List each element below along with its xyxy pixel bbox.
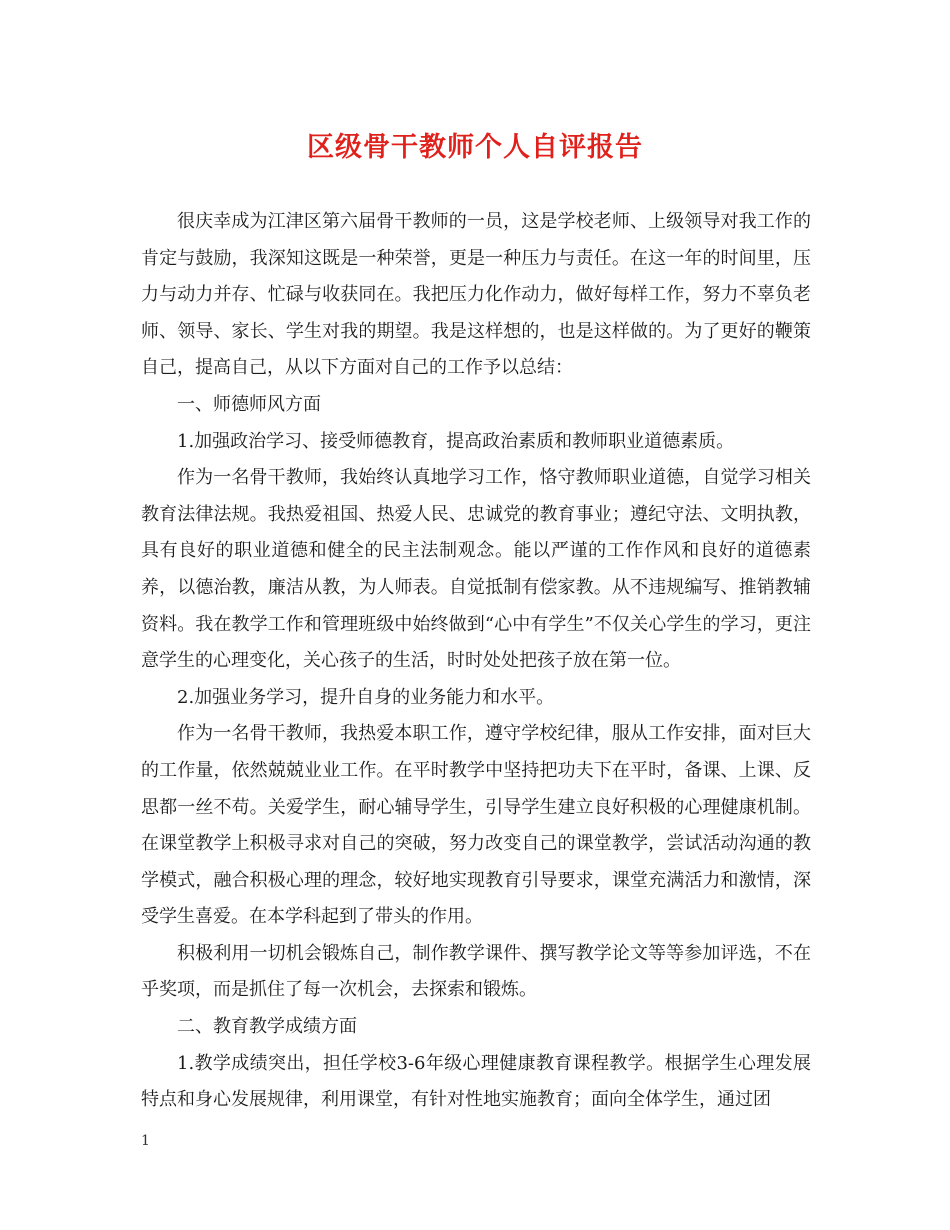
section-heading-ethics: 一、师德师风方面 xyxy=(177,393,321,415)
document-body xyxy=(141,204,811,1119)
paragraph-ethics: 作为一名骨干教师，我始终认真地学习工作，恪守教师职业道德，自觉学习相关教育法律法规。我热爱祖国、热爱人民、忠诚党的教育事业；遵纪守法、文明执教，具有良好的职业道德和健全的民主法制观念。能以严谨的工作作风和良好的道德素养，以德治教，廉洁从教，为人师表。自觉抵制有偿家教。从不违规编写、推销教辅资料。我在教学工作和管理班级中始终做到“心中有学生”不仅关心学生的学习，更注意学生的心理变化，关心孩子的生活，时时处处把孩子放在第一位。 xyxy=(141,467,811,672)
section-heading-achievements: 二、教育教学成绩方面 xyxy=(177,1016,357,1038)
paragraph-intro: 很庆幸成为江津区第六届骨干教师的一员，这是学校老师、上级领导对我工作的肯定与鼓励，我深知这既是一种荣誉，更是一种压力与责任。在这一年的时间里，压力与动力并存、忙碌与收获同在。我把压力化作动力，做好每样工作，努力不辜负老师、领导、家长、学生对我的期望。我是这样想的，也是这样做的。为了更好的鞭策自己，提高自己，从以下方面对自己的工作予以总结： xyxy=(141,211,811,379)
subheading-professional-study: 2.加强业务学习，提升自身的业务能力和水平。 xyxy=(177,686,555,708)
paragraph-achievements: 1.教学成绩突出，担任学校3-6年级心理健康教育课程教学。根据学生心理发展特点和身心发展规律，利用课堂，有针对性地实施教育；面向全体学生，通过团 xyxy=(141,1052,811,1111)
paragraph-self-improvement: 积极利用一切机会锻炼自己，制作教学课件、撰写教学论文等等参加评选，不在乎奖项，而是抓住了每一次机会，去探索和锻炼。 xyxy=(141,942,811,1001)
subheading-political-study: 1.加强政治学习、接受师德教育，提高政治素质和教师职业道德素质。 xyxy=(177,430,735,452)
page-number: 1 xyxy=(141,1133,150,1149)
document-title: 区级骨干教师个人自评报告 xyxy=(307,132,643,163)
paragraph-professional: 作为一名骨干教师，我热爱本职工作，遵守学校纪律，服从工作安排，面对巨大的工作量，依然兢兢业业工作。在平时教学中坚持把功夫下在平时，备课、上课、反思都一丝不苟。关爱学生，耐心辅导学生，引导学生建立良好积极的心理健康机制。在课堂教学上积极寻求对自己的突破，努力改变自己的课堂教学，尝试活动沟通的教学模式，融合积极心理的理念，较好地实现教育引导要求，课堂充满活力和激情，深受学生喜爱。在本学科起到了带头的作用。 xyxy=(141,723,811,928)
